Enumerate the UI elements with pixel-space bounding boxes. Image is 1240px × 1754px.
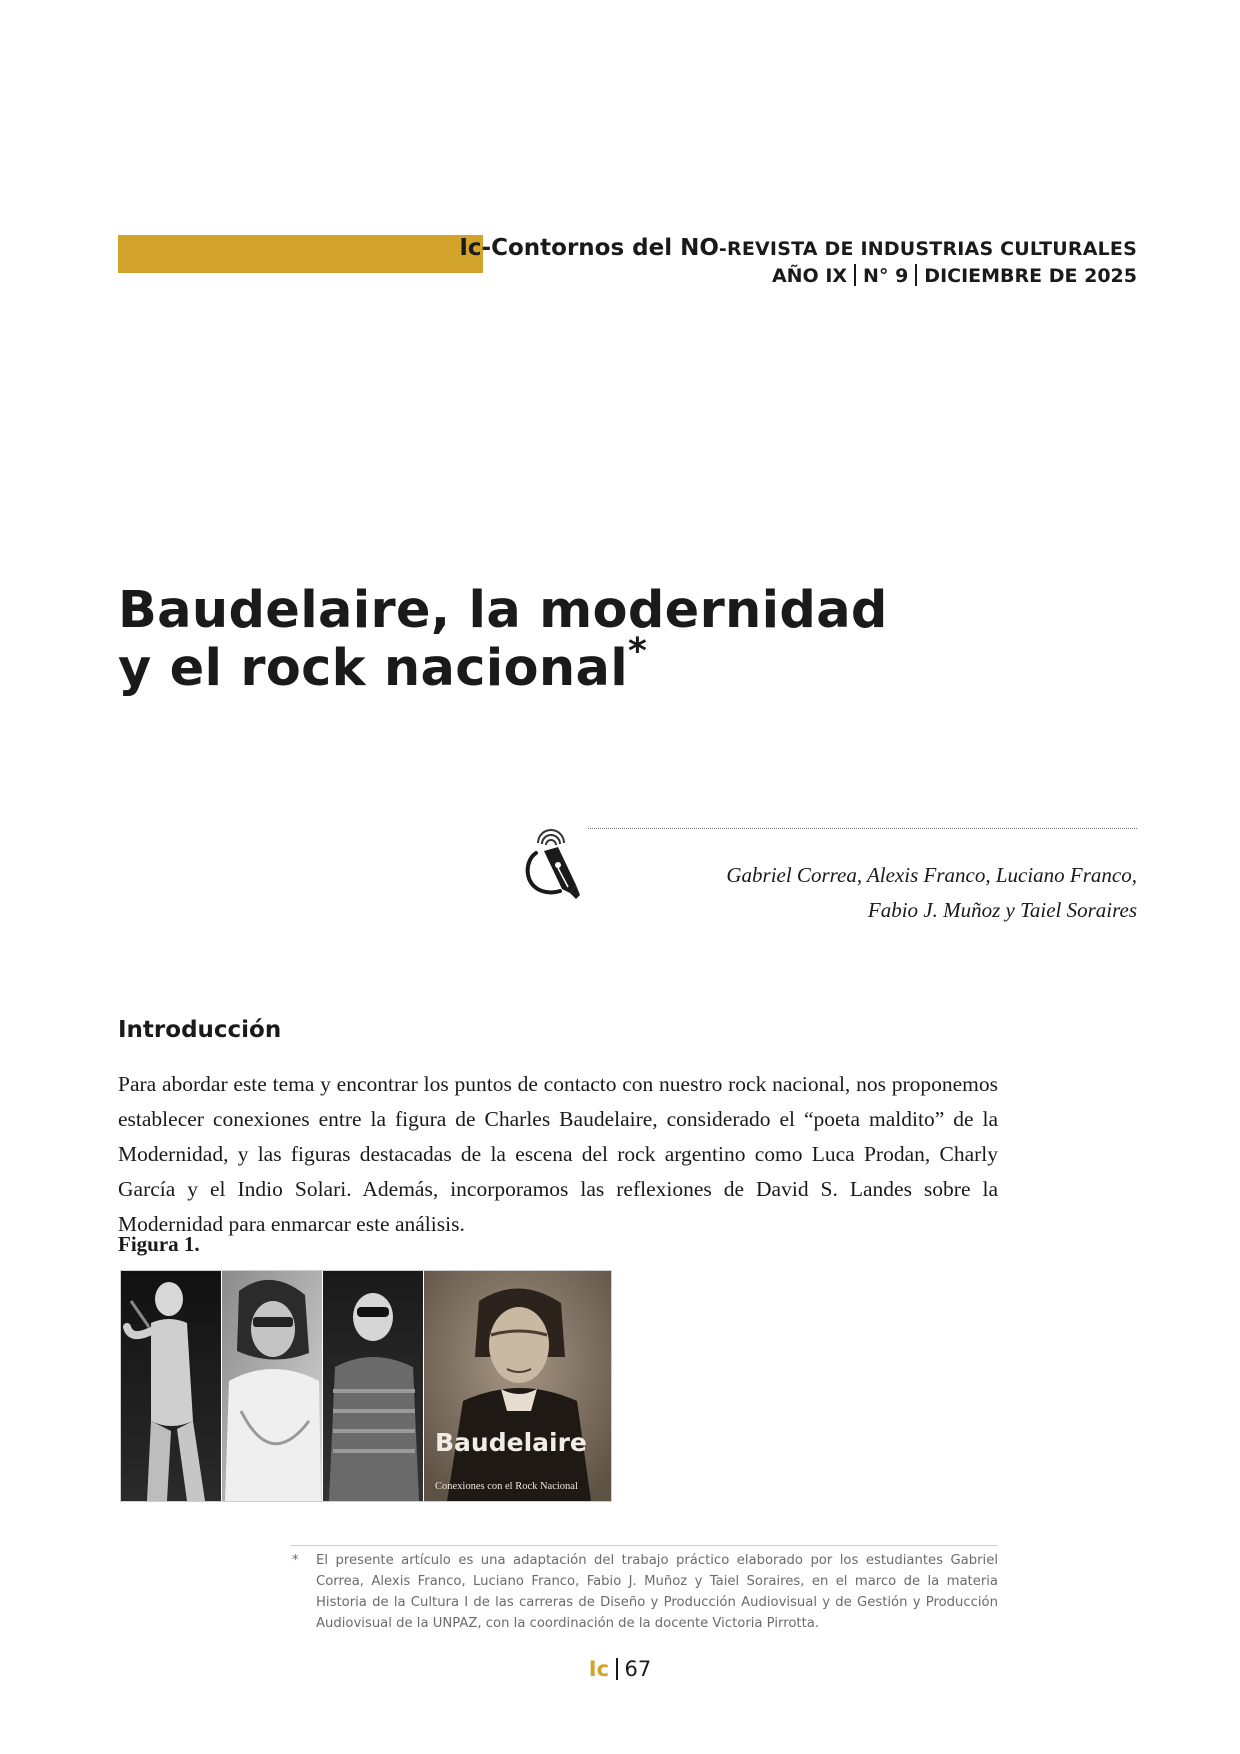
title-footnote-mark: * — [628, 631, 648, 672]
footer-divider — [616, 1658, 618, 1680]
photo-panel-2 — [222, 1271, 322, 1501]
authors-line-2: Fabio J. Muñoz y Taiel Soraires — [867, 898, 1137, 922]
journal-logo: Ic — [588, 1657, 610, 1681]
issue-year: AÑO IX — [771, 265, 848, 287]
article-title — [118, 582, 888, 698]
title-line-1: Baudelaire, la modernidad — [118, 581, 888, 640]
authors-divider — [588, 828, 1137, 829]
issue-date: DICIEMBRE DE 2025 — [924, 265, 1137, 287]
footnote-mark: * — [292, 1553, 299, 1568]
fountain-pen-icon — [518, 827, 590, 901]
journal-subtitle: -REVISTA DE INDUSTRIAS CULTURALES — [718, 238, 1137, 260]
title-line-2: y el rock nacional — [118, 639, 628, 698]
issue-number: N° 9 — [863, 265, 909, 287]
authors-line-1: Gabriel Correa, Alexis Franco, Luciano Franco, — [726, 863, 1137, 887]
footnote-divider — [290, 1545, 998, 1546]
section-heading: Introducción — [118, 1017, 282, 1043]
article-authors — [726, 858, 1137, 928]
poster-subtitle: Conexiones con el Rock Nacional — [435, 1481, 578, 1492]
footnote-text: El presente artículo es una adaptación del trabajo práctico elaborado por los estudiantes Gabriel Correa, Alexis Franco, Luciano Franco, Fabio J. Muñoz y Taiel Soraires, en el marco de la materia Historia de la Cultura I de las carreras de Diseño y Producción Audiovisual y de Gestión y Producción Audiovisual de la UNPAZ, con la coordinación de la docente Victoria Pirrotta. — [316, 1553, 998, 1631]
baudelaire-poster — [424, 1271, 611, 1501]
header-accent-bar — [118, 235, 483, 273]
figure-1-image — [120, 1270, 612, 1502]
page-number: 67 — [624, 1657, 652, 1681]
journal-title-line — [459, 234, 1137, 263]
photo-panel-3 — [323, 1271, 423, 1501]
footnote — [292, 1550, 998, 1634]
issue-separator — [854, 264, 856, 286]
figure-label: Figura 1. — [118, 1232, 200, 1256]
journal-header — [459, 234, 1137, 289]
page-footer — [0, 1656, 1240, 1682]
intro-paragraph: Para abordar este tema y encontrar los puntos de contacto con nuestro rock nacional, nos proponemos establecer conexiones entre la figura de Charles Baudelaire, considerado el “poeta maldito” de la Modernidad, y las figuras destacadas de la escena del rock argentino como Luca Prodan, Charly García y el Indio Solari. Además, incorporamos las reflexiones de David S. Landes sobre la Modernidad para enmarcar este análisis. — [118, 1072, 998, 1236]
journal-name: Ic-Contornos del NO — [459, 235, 719, 261]
photo-panel-1 — [121, 1271, 221, 1501]
issue-info — [459, 263, 1137, 289]
poster-title: Baudelaire — [435, 1428, 587, 1457]
issue-separator — [915, 264, 917, 286]
